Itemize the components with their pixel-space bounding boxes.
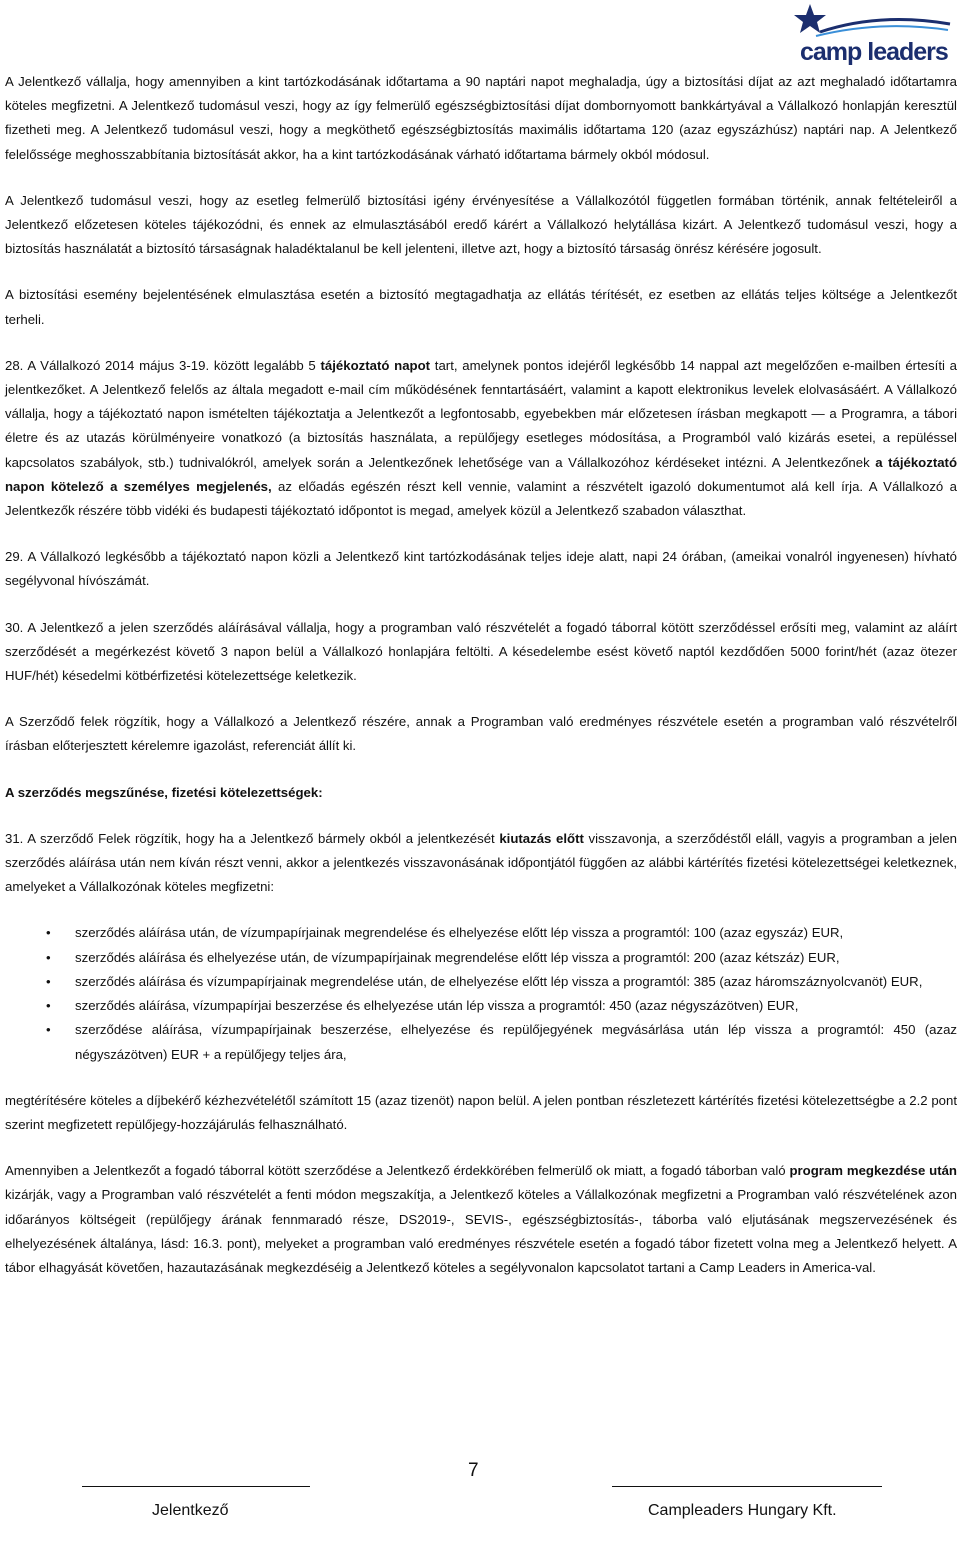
- bullet-icon: •: [46, 925, 51, 941]
- section-heading: A szerződés megszűnése, fizetési kötelezettségek:: [5, 784, 323, 800]
- logo-text: camp leaders: [800, 38, 948, 66]
- paragraph-payment: megtérítésére köteles a díjbekérő kézhezvételétől számított 15 (azaz tizenöt) napon belül. A jelen pontban részletezett kártérítés fizetési kötelezettségbe a 2.2 pont szerint megfizetett repülőjegy-hozzájárulás felhasználható.: [5, 1092, 957, 1132]
- list-item: • szerződése aláírása, vízumpapírjainak beszerzése, elhelyezése és repülőjegyének megvásárlása után lép vissza a programtól: 450 (azaz négyszázötven) EUR + a repülőjegy teljes ára,: [5, 1018, 957, 1066]
- star-icon: [790, 2, 955, 42]
- signature-label-applicant: Jelentkező: [152, 1502, 229, 1519]
- signature-line-left: [82, 1486, 310, 1487]
- signature-label-company: Campleaders Hungary Kft.: [648, 1502, 837, 1519]
- paragraph-insurance-claim: A Jelentkező tudomásul veszi, hogy az esetleg felmerülő biztosítási igény érvényesítése a Vállalkozótól független formában történik, annak feltételeiről a Jelentkező előzetesen köteles tájékozódni, és ennek az elmulasztásából eredő kárért a Vállalkozó helytállása kizárt. A Jelentkező tudomásul veszi, hogy a biztosítás használatát a biztosító társaságnak haladéktalanul be kell jelenteni, illetve azt, hogy a biztosító társaság önrész kérésére jogosult.: [5, 192, 957, 257]
- paragraph-certificate: A Szerződő felek rögzítik, hogy a Vállalkozó a Jelentkező részére, annak a Programban való eredményes részvétele esetén a programban való részvételről írásban előterjesztett kérelemre igazolást, referenciát állít ki.: [5, 714, 957, 754]
- page-number: 7: [468, 1460, 479, 1481]
- paragraph-28: 28. A Vállalkozó 2014 május 3-19. között legalább 5 tájékoztató napot tart, amelynek pontos idejéről legkésőbb 14 nappal azt megelőzően e-mailben értesíti a jelentkezőket. A Jelentkező felelős az általa megadott e-mail cím működésének fenntartásáért, valamint a kapott elektronikus levelek elolvasásáért. A Vállalkozó vállalja, hogy a tájékoztató napon ismételten tájékoztatja a Jelentkezőt a legfontosabb, egyebekben már előzetesen írásban megkapott — a Programra, a tábori életre és az utazás körülményeire vonatkozó (a biztosítás használata, a repülőjegy esetleges módosítása, a Programból való kizárás esetei, a repüléssel kapcsolatos szabályok, stb.) tudnivalókról, amelyek során a Jelentkezőnek lehetősége van a Vállalkozóhoz kérdéseket intézni. A Jelentkezőnek a tájékoztató napon kötelező a személyes megjelenés, az előadás egészén részt kell vennie, valamint a részvételt igazoló dokumentumot alá kell írja. A Vállalkozó a Jelentkezők részére több vidéki és budapesti tájékoztató időpontot is megad, amelyek közül a Jelentkező szabadon választhat.: [5, 357, 957, 519]
- paragraph-exclusion: Amennyiben a Jelentkezőt a fogadó táborral kötött szerződése a Jelentkező érdekkörében felmerülő ok miatt, a fogadó táborban való program megkezdése után kizárják, vagy a Programban való részvételét a fenti módon megszakítja, a Jelentkező köteles a Vállalkozónak megfizetni a Programban való részvételének azon időarányos költségeit (repülőjegy árának fennmaradó része, DS2019-, SEVIS-, egészségbiztosítás-, táborba való eljutásának megszervezésének és elhelyezésének általánya, lásd: 16.3. pont), melyeket a programban való eredményes részvétele esetén a fogadó tábor fizetett volna meg a Jelentkező helyett. A tábor elhagyását követően, hazautazásának megkezdéséig a Jelentkező köteles a segélyvonalon kapcsolatot tartani a Camp Leaders in America-val.: [5, 1163, 957, 1275]
- bullet-icon: •: [46, 973, 51, 989]
- signature-line-right: [612, 1486, 882, 1487]
- page-footer: [0, 1460, 960, 1545]
- camp-leaders-logo: [790, 2, 955, 66]
- list-item: • szerződés aláírása és vízumpapírjainak megrendelése után, de elhelyezése előtt lép vissza a programtól: 385 (azaz háromszáznyolcvanöt) EUR,: [5, 970, 957, 994]
- paragraph-insurance-fee: A Jelentkező vállalja, hogy amennyiben a kint tartózkodásának időtartama a 90 naptári napot meghaladja, úgy a biztosítási díjat az azt meghaladó időtartamra köteles megfizetni. A Jelentkező tudomásul veszi, hogy az így felmerülő egészségbiztosítási díjat dombornyomott bankkártyával a Vállalkozó honlapján keresztül fizetheti meg. A Jelentkező tudomásul veszi, hogy a megköthető egészségbiztosítás maximális időtartama 120 (azaz egyszázhúsz) naptári nap. A Jelentkező felelőssége meghosszabbítania biztosítását akkor, ha a kint tartózkodásának várható időtartama bármely okból módosul.: [5, 74, 957, 162]
- paragraph-29: 29. A Vállalkozó legkésőbb a tájékoztató napon közli a Jelentkező kint tartózkodásának teljes ideje alatt, napi 24 órában, (ameikai vonalról ingyenesen) hívható segélyvonal hívószámát.: [5, 549, 957, 589]
- list-item: • szerződés aláírása és elhelyezése után, de vízumpapírjainak megrendelése előtt lép vissza a programtól: 200 (azaz kétszáz) EUR,: [5, 946, 957, 970]
- penalty-list: [5, 921, 957, 1066]
- paragraph-30: 30. A Jelentkező a jelen szerződés aláírásával vállalja, hogy a programban való részvételét a fogadó táborral kötött szerződéssel erősíti meg, valamint az aláírt szerződését a megérkezést követő 3 napon belül a Vállalkozó honlapjára feltölti. A késedelembe esést követő naptól kezdődően 5000 forint/hét (azaz ötezer HUF/hét) késedelmi kötbérfizetési kötelezettsége keletkezik.: [5, 619, 957, 684]
- bullet-icon: •: [46, 998, 51, 1014]
- paragraph-insurance-report: A biztosítási esemény bejelentésének elmulasztása esetén a biztosító megtagadhatja az ellátás térítését, ez esetben az ellátás teljes költsége a Jelentkezőt terheli.: [5, 287, 957, 327]
- document-body: [5, 70, 957, 1302]
- bullet-icon: •: [46, 949, 51, 965]
- list-item: • szerződés aláírása, vízumpapírjai beszerzése és elhelyezése után lép vissza a programtól: 450 (azaz négyszázötven) EUR,: [5, 994, 957, 1018]
- bullet-icon: •: [46, 1022, 51, 1038]
- list-item: • szerződés aláírása után, de vízumpapírjainak megrendelése és elhelyezése előtt lép vissza a programtól: 100 (azaz egyszáz) EUR,: [5, 921, 957, 945]
- paragraph-31: 31. A szerződő Felek rögzítik, hogy ha a Jelentkező bármely okból a jelentkezését kiutazás előtt visszavonja, a szerződéstől eláll, vagyis a programban a jelen szerződés aláírása után nem kíván részt venni, akkor a jelentkezés visszavonásának időpontjától függően az alábbi kártérítés fizetési kötelezettségei keletkeznek, amelyeket a Vállalkozónak köteles megfizetni:: [5, 830, 957, 895]
